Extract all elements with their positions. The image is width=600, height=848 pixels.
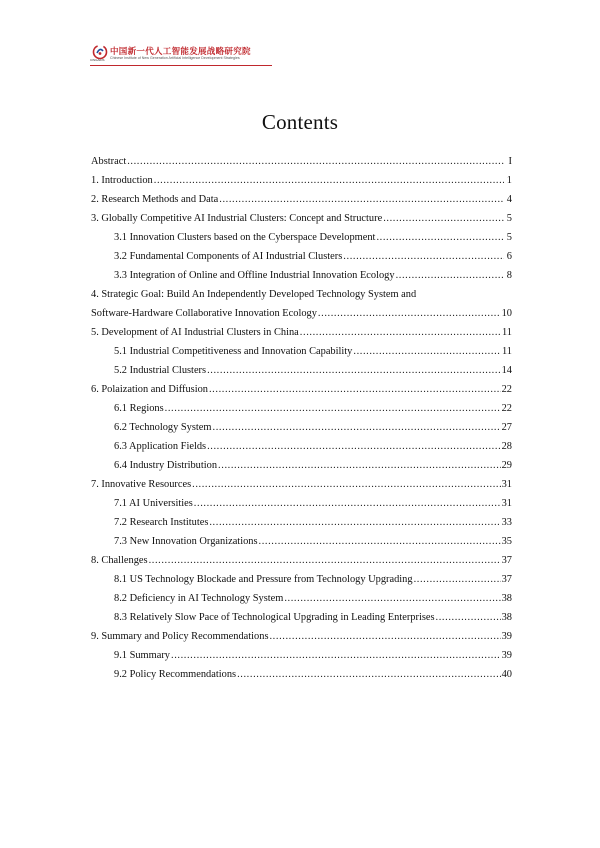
toc-entry[interactable]: [91, 152, 512, 171]
toc-page-number: 28: [501, 441, 512, 452]
toc-entry-title: 6. Polaization and Diffusion: [91, 384, 208, 395]
org-name-cn: 中国新一代人工智能发展战略研究院: [110, 47, 251, 57]
toc-entry-title: 9.2 Policy Recommendations: [114, 669, 237, 680]
toc-entry[interactable]: [91, 589, 512, 608]
toc-entry[interactable]: [91, 209, 512, 228]
toc-page-number: 37: [501, 555, 512, 566]
toc-leader-dots: [219, 190, 504, 209]
toc-leader-dots: [127, 152, 504, 171]
toc-leader-dots: [207, 437, 501, 456]
toc-leader-dots: [165, 399, 501, 418]
toc-leader-dots: [269, 627, 500, 646]
toc-leader-dots: [154, 171, 504, 190]
toc-page-number: 40: [501, 669, 512, 680]
toc-leader-dots: [149, 551, 501, 570]
toc-leader-dots: [318, 304, 501, 323]
toc-entry[interactable]: [91, 475, 512, 494]
toc-page-number: 6: [506, 251, 512, 262]
toc-page-number: 31: [501, 498, 512, 509]
toc-page-number: 5: [506, 232, 512, 243]
toc-entry-title: 1. Introduction: [91, 175, 153, 186]
toc-entry[interactable]: [91, 437, 512, 456]
toc-page-number: 35: [501, 536, 512, 547]
toc-entry-title: 7.1 AI Universities: [114, 498, 193, 509]
toc-page-number: 14: [501, 365, 512, 376]
toc-page-number: 33: [501, 517, 512, 528]
toc-page-number: 11: [501, 327, 512, 338]
toc-page-number: 39: [501, 631, 512, 642]
page-header: [92, 43, 272, 65]
toc-entry-title: 9.1 Summary: [114, 650, 170, 661]
toc-entry[interactable]: [91, 190, 512, 209]
toc-entry-title: 9. Summary and Policy Recommendations: [91, 631, 269, 642]
toc-entry[interactable]: [91, 361, 512, 380]
toc-leader-dots: [194, 494, 501, 513]
toc-entry-title: 7.3 New Innovation Organizations: [114, 536, 258, 547]
toc-entry-title: 3.3 Integration of Online and Offline Industrial Innovation Ecology: [114, 270, 395, 281]
toc-entry[interactable]: [91, 380, 512, 399]
toc-leader-dots: [218, 456, 501, 475]
toc-leader-dots: [353, 342, 501, 361]
toc-entry-title: 5. Development of AI Industrial Clusters in China: [91, 327, 299, 338]
toc-entry-title: 3. Globally Competitive AI Industrial Clusters: Concept and Structure: [91, 213, 383, 224]
toc-leader-dots: [207, 361, 501, 380]
toc-page-number: 37: [501, 574, 512, 585]
toc-page-number: 11: [501, 346, 512, 357]
toc-leader-dots: [300, 323, 501, 342]
toc-page-number: 31: [501, 479, 512, 490]
logo-caption: CINGAIDS: [90, 58, 105, 62]
toc-entry[interactable]: [91, 665, 512, 684]
toc-page-number: I: [508, 156, 512, 167]
toc-leader-dots: [383, 209, 504, 228]
toc-leader-dots: [259, 532, 501, 551]
toc-page-number: 27: [501, 422, 512, 433]
toc-page-number: 22: [501, 384, 512, 395]
toc-entry[interactable]: [91, 399, 512, 418]
toc-entry-title: Software-Hardware Collaborative Innovation Ecology: [91, 308, 317, 319]
toc-entry-title: 6.3 Application Fields: [114, 441, 207, 452]
toc-leader-dots: [209, 513, 500, 532]
toc-entry-title: 2. Research Methods and Data: [91, 194, 219, 205]
toc-entry[interactable]: [91, 247, 512, 266]
toc-leader-dots: [213, 418, 501, 437]
toc-leader-dots: [343, 247, 504, 266]
toc-entry[interactable]: [91, 570, 512, 589]
toc-entry[interactable]: [91, 551, 512, 570]
toc-entry-title: 6.4 Industry Distribution: [114, 460, 218, 471]
page-title: Contents: [261, 110, 339, 134]
toc-leader-dots: [376, 228, 504, 247]
toc-entry[interactable]: [91, 304, 512, 323]
toc-page-number: 38: [501, 593, 512, 604]
toc-leader-dots: [414, 570, 501, 589]
table-of-contents: [91, 152, 512, 684]
toc-entry-title: 7. Innovative Resources: [91, 479, 192, 490]
toc-entry[interactable]: [91, 228, 512, 247]
toc-page-number: 4: [506, 194, 512, 205]
toc-entry-title: 8.1 US Technology Blockade and Pressure from Technology Upgrading: [114, 574, 413, 585]
toc-entry[interactable]: [91, 608, 512, 627]
toc-entry[interactable]: [91, 418, 512, 437]
toc-entry-title: 7.2 Research Institutes: [114, 517, 209, 528]
toc-leader-dots: [237, 665, 501, 684]
toc-page-number: 39: [501, 650, 512, 661]
toc-entry-title: 3.2 Fundamental Components of AI Industrial Clusters: [114, 251, 343, 262]
toc-leader-dots: [171, 646, 501, 665]
toc-leader-dots: [396, 266, 504, 285]
toc-leader-dots: [209, 380, 501, 399]
toc-page-number: 1: [506, 175, 512, 186]
toc-entry-title: 3.1 Innovation Clusters based on the Cyberspace Development: [114, 232, 376, 243]
toc-page-number: 29: [501, 460, 512, 471]
toc-entry[interactable]: [91, 342, 512, 361]
toc-entry-title: 5.2 Industrial Clusters: [114, 365, 207, 376]
toc-leader-dots: [436, 608, 501, 627]
toc-page-number: 22: [501, 403, 512, 414]
toc-page-number: 5: [506, 213, 512, 224]
toc-entry[interactable]: [91, 513, 512, 532]
toc-entry[interactable]: [91, 627, 512, 646]
toc-page-number: 8: [506, 270, 512, 281]
toc-entry[interactable]: [91, 285, 512, 304]
toc-entry-title: 8.2 Deficiency in AI Technology System: [114, 593, 284, 604]
toc-page-number: 38: [501, 612, 512, 623]
toc-leader-dots: [192, 475, 500, 494]
org-name-en: Chinese Institute of New Generation Artificial Intelligence Development Strategies: [110, 56, 240, 60]
toc-entry[interactable]: [91, 266, 512, 285]
toc-entry[interactable]: [91, 456, 512, 475]
toc-entry[interactable]: [91, 171, 512, 190]
toc-leader-dots: [284, 589, 500, 608]
toc-entry[interactable]: [91, 494, 512, 513]
toc-entry-title: 6.2 Technology System: [114, 422, 212, 433]
toc-entry-title: 8.3 Relatively Slow Pace of Technological Upgrading in Leading Enterprises: [114, 612, 435, 623]
toc-entry-title: Abstract: [91, 156, 127, 167]
toc-entry-title: 6.1 Regions: [114, 403, 164, 414]
toc-entry[interactable]: [91, 646, 512, 665]
toc-entry-title: 4. Strategic Goal: Build An Independently Developed Technology System and: [91, 289, 417, 300]
header-rule: [90, 65, 272, 66]
toc-entry-title: 8. Challenges: [91, 555, 148, 566]
toc-entry[interactable]: [91, 323, 512, 342]
toc-entry[interactable]: [91, 532, 512, 551]
toc-page-number: 10: [501, 308, 512, 319]
toc-entry-title: 5.1 Industrial Competitiveness and Innovation Capability: [114, 346, 353, 357]
